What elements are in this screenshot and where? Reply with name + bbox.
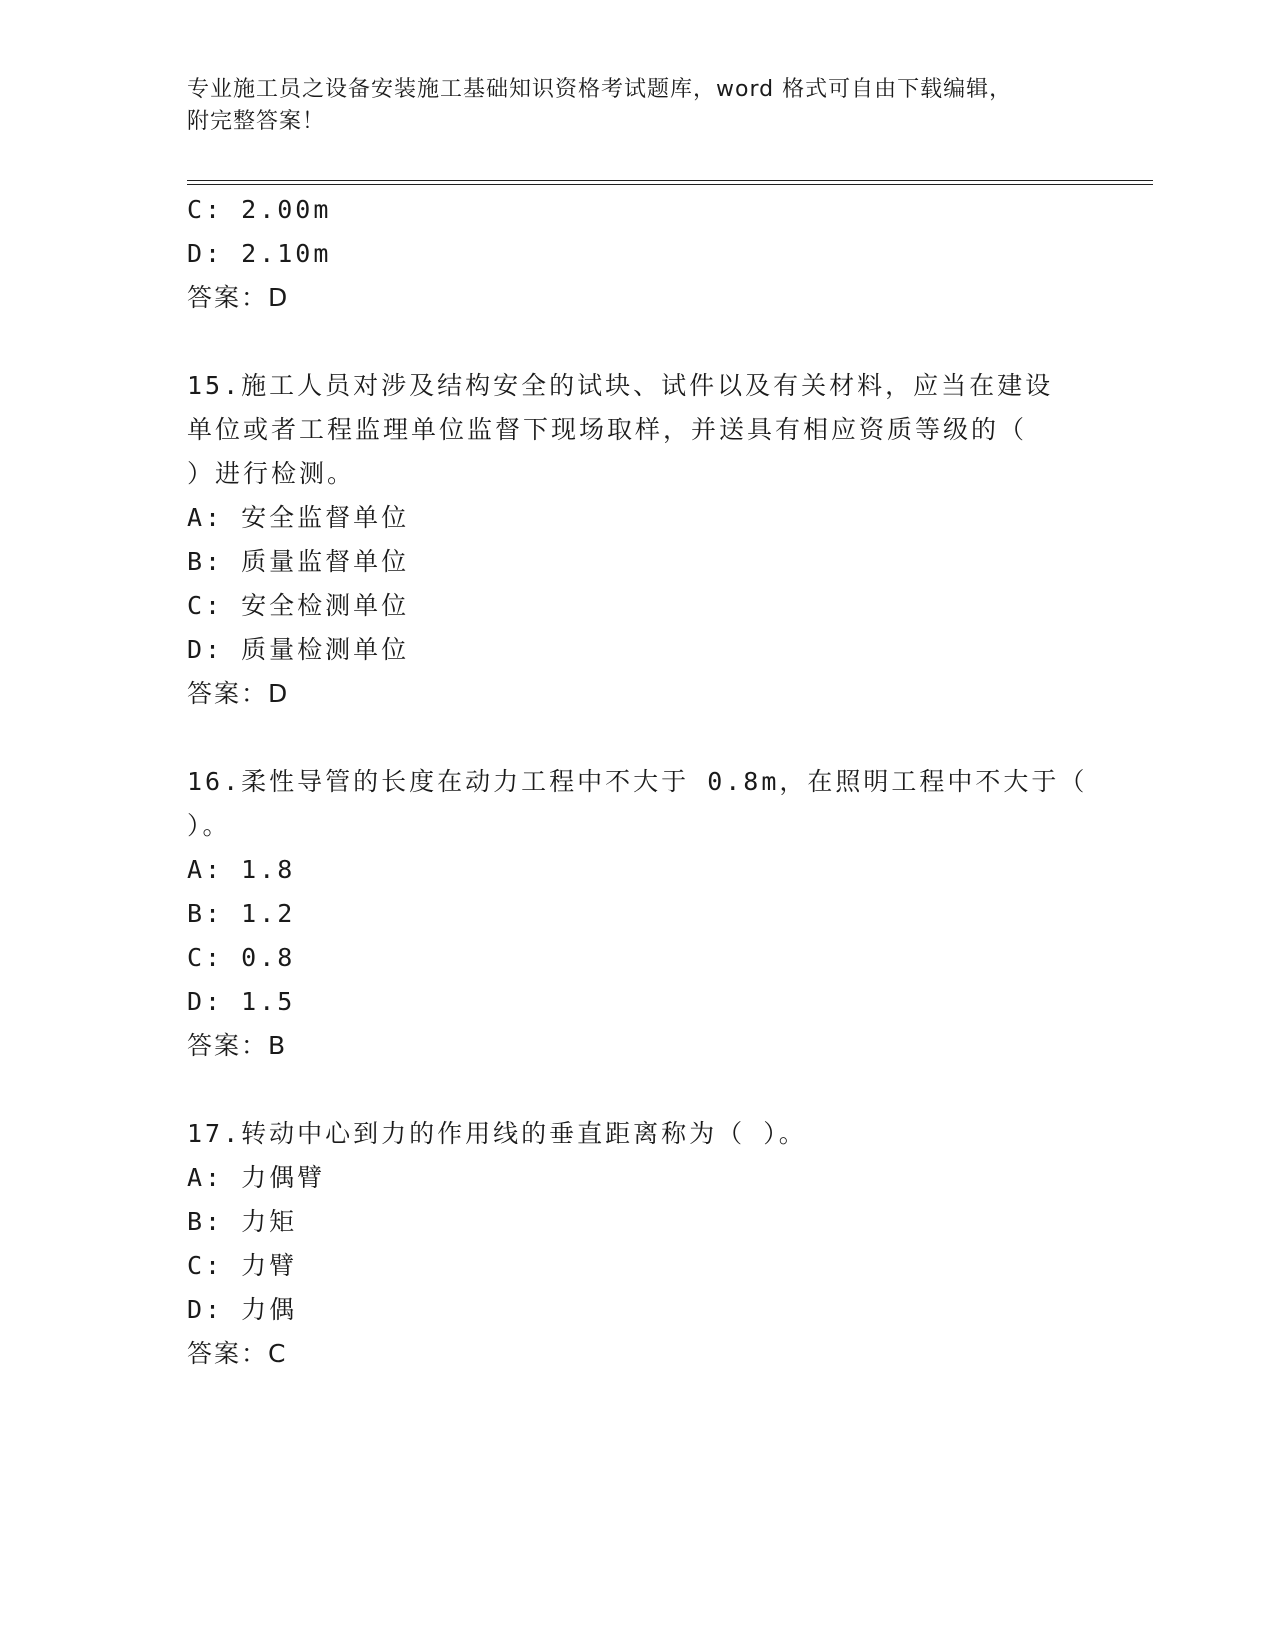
q16-option-c: C: 0.8 — [187, 943, 296, 972]
q16-answer: 答案：B — [187, 1031, 288, 1060]
q15-option-b: B: 质量监督单位 — [187, 547, 410, 576]
header-divider-bottom — [187, 184, 1153, 185]
q17-answer: 答案：C — [187, 1339, 288, 1368]
q16-stem-line-1: 16.柔性导管的长度在动力工程中不大于 0.8m，在照明工程中不大于（ — [187, 767, 1088, 796]
carryover-answer: 答案：D — [187, 283, 290, 312]
q16-option-b: B: 1.2 — [187, 899, 296, 928]
q17-option-c: C: 力臂 — [187, 1251, 298, 1280]
q15-option-a: A: 安全监督单位 — [187, 503, 410, 532]
q16-option-d: D: 1.5 — [187, 987, 296, 1016]
q17-option-a: A: 力偶臂 — [187, 1163, 326, 1192]
q17-option-d: D: 力偶 — [187, 1295, 298, 1324]
carryover-option-d: D: 2.10m — [187, 239, 332, 268]
q16-option-a: A: 1.8 — [187, 855, 296, 884]
q15-stem-line-1: 15.施工人员对涉及结构安全的试块、试件以及有关材料，应当在建设 — [187, 371, 1054, 400]
q15-option-d: D: 质量检测单位 — [187, 635, 410, 664]
q17-stem-line-1: 17.转动中心到力的作用线的垂直距离称为（ ）。 — [187, 1119, 807, 1148]
q15-option-c: C: 安全检测单位 — [187, 591, 410, 620]
q15-stem-line-2: 单位或者工程监理单位监督下现场取样，并送具有相应资质等级的（ — [187, 415, 1028, 444]
q16-stem-line-2: ）。 — [187, 811, 231, 840]
document-header — [187, 74, 1107, 138]
header-divider-top — [187, 180, 1153, 181]
header-line-2: 附完整答案！ — [187, 109, 326, 134]
q15-answer: 答案：D — [187, 679, 290, 708]
q15-stem-line-3: ）进行检测。 — [187, 459, 356, 488]
carryover-option-c: C: 2.00m — [187, 195, 332, 224]
q17-option-b: B: 力矩 — [187, 1207, 298, 1236]
header-line-1: 专业施工员之设备安装施工基础知识资格考试题库，word 格式可自由下载编辑， — [187, 77, 1013, 102]
